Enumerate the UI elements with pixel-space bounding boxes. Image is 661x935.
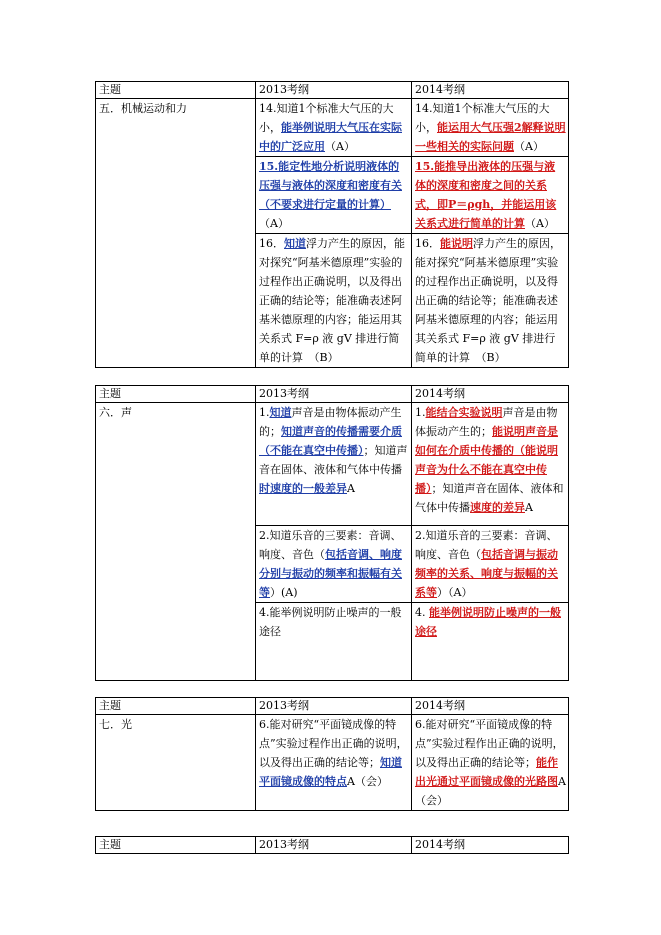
highlight-text: 知道: [284, 237, 306, 250]
comparison-table-mechanics: [95, 81, 569, 368]
header-topic: 主题: [96, 837, 256, 854]
highlight-text: 包括音调与振动频率的关系、响度与振幅的关系等: [415, 548, 558, 599]
highlight-text: 能说明声音是如何在介质中传播的（能说明声音为什么不能在真空中传播）: [415, 425, 558, 495]
highlight-text: 时速度的一般差异: [259, 482, 347, 495]
table-row: [96, 403, 569, 526]
header-row: [96, 698, 569, 715]
level-text: ）（A）: [437, 586, 473, 599]
highlight-text: 包括音调、响度分别与振动的频率和振幅有关等: [259, 548, 402, 599]
highlight-text: 能结合实验说明: [425, 406, 503, 419]
cell-text: 6.能对研究“平面镜成像的特点”实验过程作出正确的说明，以及得出正确的结论等；: [415, 718, 564, 769]
cell-text: 6.能对研究“平面镜成像的特点”实验过程作出正确的说明，以及得出正确的结论等；: [259, 718, 408, 769]
cell-2014: [412, 603, 569, 681]
level-text: A: [525, 501, 533, 514]
header-2014: 2014考纲: [412, 386, 569, 403]
header-topic: 主题: [96, 386, 256, 403]
cell-2013: [256, 234, 412, 368]
header-topic: 主题: [96, 82, 256, 99]
header-2014: 2014考纲: [412, 837, 569, 854]
header-2013: 2013考纲: [256, 82, 412, 99]
cell-text: 2.知道乐音的三要素：音调、响度、音色（: [259, 529, 402, 561]
cell-text: 16．: [415, 237, 440, 250]
level-text: （A）: [325, 140, 355, 153]
cell-text: 14.知道1个标准大气压的大小，: [259, 102, 394, 134]
header-2014: 2014考纲: [412, 82, 569, 99]
comparison-table-sound: [95, 385, 569, 681]
comparison-table-next: [95, 836, 569, 854]
highlight-text: 能运用大气压强2解释说明一些相关的实际问题: [415, 121, 566, 153]
cell-2013: [256, 715, 412, 811]
cell-2014: [412, 526, 569, 603]
level-text: A: [347, 482, 355, 495]
cell-text: ；知道声音在固体、液体和气体中传播: [259, 444, 408, 476]
cell-text: ；知道声音在固体、液体和气体中传播: [415, 482, 564, 514]
header-topic: 主题: [96, 698, 256, 715]
cell-2013: [256, 157, 412, 234]
cell-text: 4.能举例说明防止噪声的一般途径: [259, 606, 402, 638]
level-text: A（会）: [415, 775, 566, 807]
header-row: [96, 386, 569, 403]
cell-text: 声音是由物体振动产生的；: [415, 406, 558, 438]
highlight-text: 能举例说明防止噪声的一般途径: [415, 606, 561, 638]
highlight-text: 15.能定性地分析说明液体的压强与液体的深度和密度有关（不要求进行定量的计算）: [259, 160, 402, 211]
cell-2013: [256, 403, 412, 526]
cell-text: 1.: [415, 406, 426, 419]
cell-2014: [412, 403, 569, 526]
topic-cell: 六．声: [96, 403, 256, 681]
cell-text: 16．: [259, 237, 284, 250]
cell-2014: [412, 715, 569, 811]
highlight-text: 能举例说明大气压在实际中的广泛应用: [259, 121, 402, 153]
table-row: [96, 715, 569, 811]
level-text: （A）: [525, 217, 555, 230]
cell-2014: [412, 99, 569, 157]
cell-text: 浮力产生的原因，能对探究“阿基米德原理”实验的过程作出正确说明，以及得出正确的结论等；能准确表述阿基米德原理的内容；能运用其关系式 F=ρ 液 gV 排进行简单的计算 （B）: [259, 237, 405, 364]
header-2013: 2013考纲: [256, 698, 412, 715]
header-row: [96, 837, 569, 854]
header-2013: 2013考纲: [256, 386, 412, 403]
level-text: A（会）: [347, 775, 388, 788]
cell-2013: [256, 99, 412, 157]
highlight-text: 知道平面镜成像的特点: [259, 756, 402, 788]
cell-text: 4.: [415, 606, 429, 619]
comparison-table-light: [95, 697, 569, 811]
topic-cell: 七．光: [96, 715, 256, 811]
highlight-text: 速度的差异: [470, 501, 525, 514]
header-row: [96, 82, 569, 99]
cell-2014: [412, 157, 569, 234]
level-text: （A）: [259, 217, 289, 230]
cell-2013: [256, 526, 412, 603]
header-2013: 2013考纲: [256, 837, 412, 854]
highlight-text: 知道: [269, 406, 292, 419]
header-2014: 2014考纲: [412, 698, 569, 715]
highlight-text: 知道声音的传播需要介质（不能在真空中传播）: [259, 425, 402, 457]
cell-text: 浮力产生的原因，能对探究“阿基米德原理”实验的过程作出正确说明，以及得出正确的结论等；能准确表述阿基米德原理的内容；能运用其关系式 F=ρ 液 gV 排进行简单的计算 （B）: [415, 237, 561, 364]
highlight-text: 15.能推导出液体的压强与液体的深度和密度之间的关系式，即P＝ρgh，并能运用该关系式进行简单的计算: [415, 160, 557, 230]
cell-text: 1.: [259, 406, 270, 419]
level-text: ）(A): [270, 586, 298, 599]
level-text: （A）: [514, 140, 544, 153]
cell-text: 2.知道乐音的三要素：音调、响度、音色（: [415, 529, 558, 561]
cell-2014: [412, 234, 569, 368]
table-row: [96, 99, 569, 157]
topic-cell: 五．机械运动和力: [96, 99, 256, 368]
cell-text: 声音是由物体振动产生的；: [259, 406, 402, 438]
highlight-text: 能说明: [440, 237, 473, 250]
highlight-text: 能作出光通过平面镜成像的光路图: [415, 756, 558, 788]
cell-2013: [256, 603, 412, 681]
cell-text: 14.知道1个标准大气压的大小，: [415, 102, 550, 134]
